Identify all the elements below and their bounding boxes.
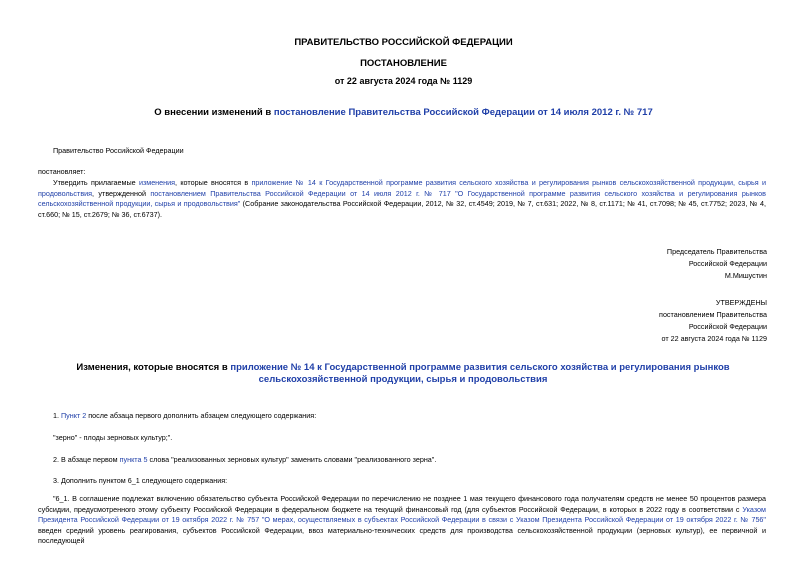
approved-line-2: постановлением Правительства [659,310,767,319]
document-date-number: от 22 августа 2024 года № 1129 [334,76,473,86]
change-item-1-quote: "зерно" - плоды зерновых культур;". [53,433,173,442]
decree-757-link[interactable]: Указом Президента Российской Федерации от 19 октября 2022 г. № 757 "О мерах, осуществляемых в субъектах Российской Федерации в связи с Указом Президента Российской Федерации от 19 октября 2022 г. № 756" [38,504,766,524]
signature-line-1: Председатель Правительства [666,247,767,256]
quote-text-b: введен средний уровень реагирования, субъектов Российской Федерации, ввоз материально-технических средств для производства сельскохозяйственной продукции (зерновых культур), ее первичной и последующей [38,525,766,545]
item-2-text-b: слова "реализованных зерновых культур" заменить словами "реализованного зерна". [147,455,437,464]
signature-block [667,246,767,282]
item-1-text: после абзаца первого дополнить абзацем следующего содержания: [86,411,317,420]
document-title-prefix: О внесении изменений в [154,107,274,118]
appendix-14-link[interactable]: приложение № 14 к Государственной программе развития сельского хозяйства и регулирования рынков сельскохозяйственной продукции, сырья и продовольствия [38,178,766,198]
approved-line-4: от 22 августа 2024 года № 1129 [661,334,767,343]
approved-block [659,297,767,345]
issuer-text: Правительство Российской Федерации [53,146,184,155]
item-1-number: 1. [53,411,61,420]
point-2-link[interactable]: Пункт 2 [61,411,87,420]
decrees-text: постановляет: [38,167,86,176]
changes-title-link[interactable]: приложение № 14 к Государственной программе развития сельского хозяйства и регулирования рынков сельскохозяйственной продукции, сырья и продовольствия [230,362,730,385]
approval-text-a: Утвердить прилагаемые [53,178,139,187]
approval-text-d: (Собрание законодательства Российской Федерации, 2012, № 32, ст.4549; 2019, № 7, ст.631; 2022, № 8, ст.1171; № 41, ст.7098; № 45, ст.7752; 2023, № 4, ст.660; № 15, ст.2679; № 36, ст.6737). [38,199,766,219]
changes-title-prefix: Изменения, которые вносятся в [76,362,231,373]
approved-line-1: УТВЕРЖДЕНЫ [715,298,767,307]
point-5-link[interactable]: пункта 5 [119,455,148,464]
approved-line-3: Российской Федерации [688,322,767,331]
point-6-1-quote [38,494,766,547]
document-title-link[interactable]: постановление Правительства Российской Федерации от 14 июля 2012 г. № 717 [273,107,653,118]
approval-text-b: , которые вносятся в [175,178,252,187]
approval-text-c: , утвержденной [92,188,151,198]
signature-line-2: Российской Федерации [688,259,767,268]
changes-link[interactable]: изменения [138,178,176,187]
change-item-2 [53,455,436,464]
document-title [0,107,807,118]
decree-717-link[interactable]: постановлением Правительства Российской Федерации от 14 июля 2012 г. № 717 "О Государственной программе развития сельского хозяйства и регулирования рынков сельскохозяйственной продукции, сырья и продовольствия" [38,188,767,208]
change-item-3: 3. Дополнить пунктом 6_1 следующего содержания: [53,476,228,485]
government-heading: ПРАВИТЕЛЬСТВО РОССИЙСКОЙ ФЕДЕРАЦИИ [294,37,513,48]
item-2-text-a: 2. В абзаце первом [53,455,120,464]
quote-text-a: "6_1. В соглашение подлежат включению обязательство субъекта Российской Федерации по перечислению не позднее 1 мая текущего финансового года получателям средств не менее 50 процентов размера субсидии, предусмотренного этому субъекту Российской Федерации в федеральном бюджете на текущий финансовый год (для субъектов Российской Федерации, в которых в 2022 году в соответствии с [38,494,766,514]
document-type-heading: ПОСТАНОВЛЕНИЕ [360,58,447,69]
changes-title [38,362,768,386]
approval-paragraph [38,178,766,220]
change-item-1 [53,411,316,420]
signature-line-3: М.Мишустин [724,271,767,280]
